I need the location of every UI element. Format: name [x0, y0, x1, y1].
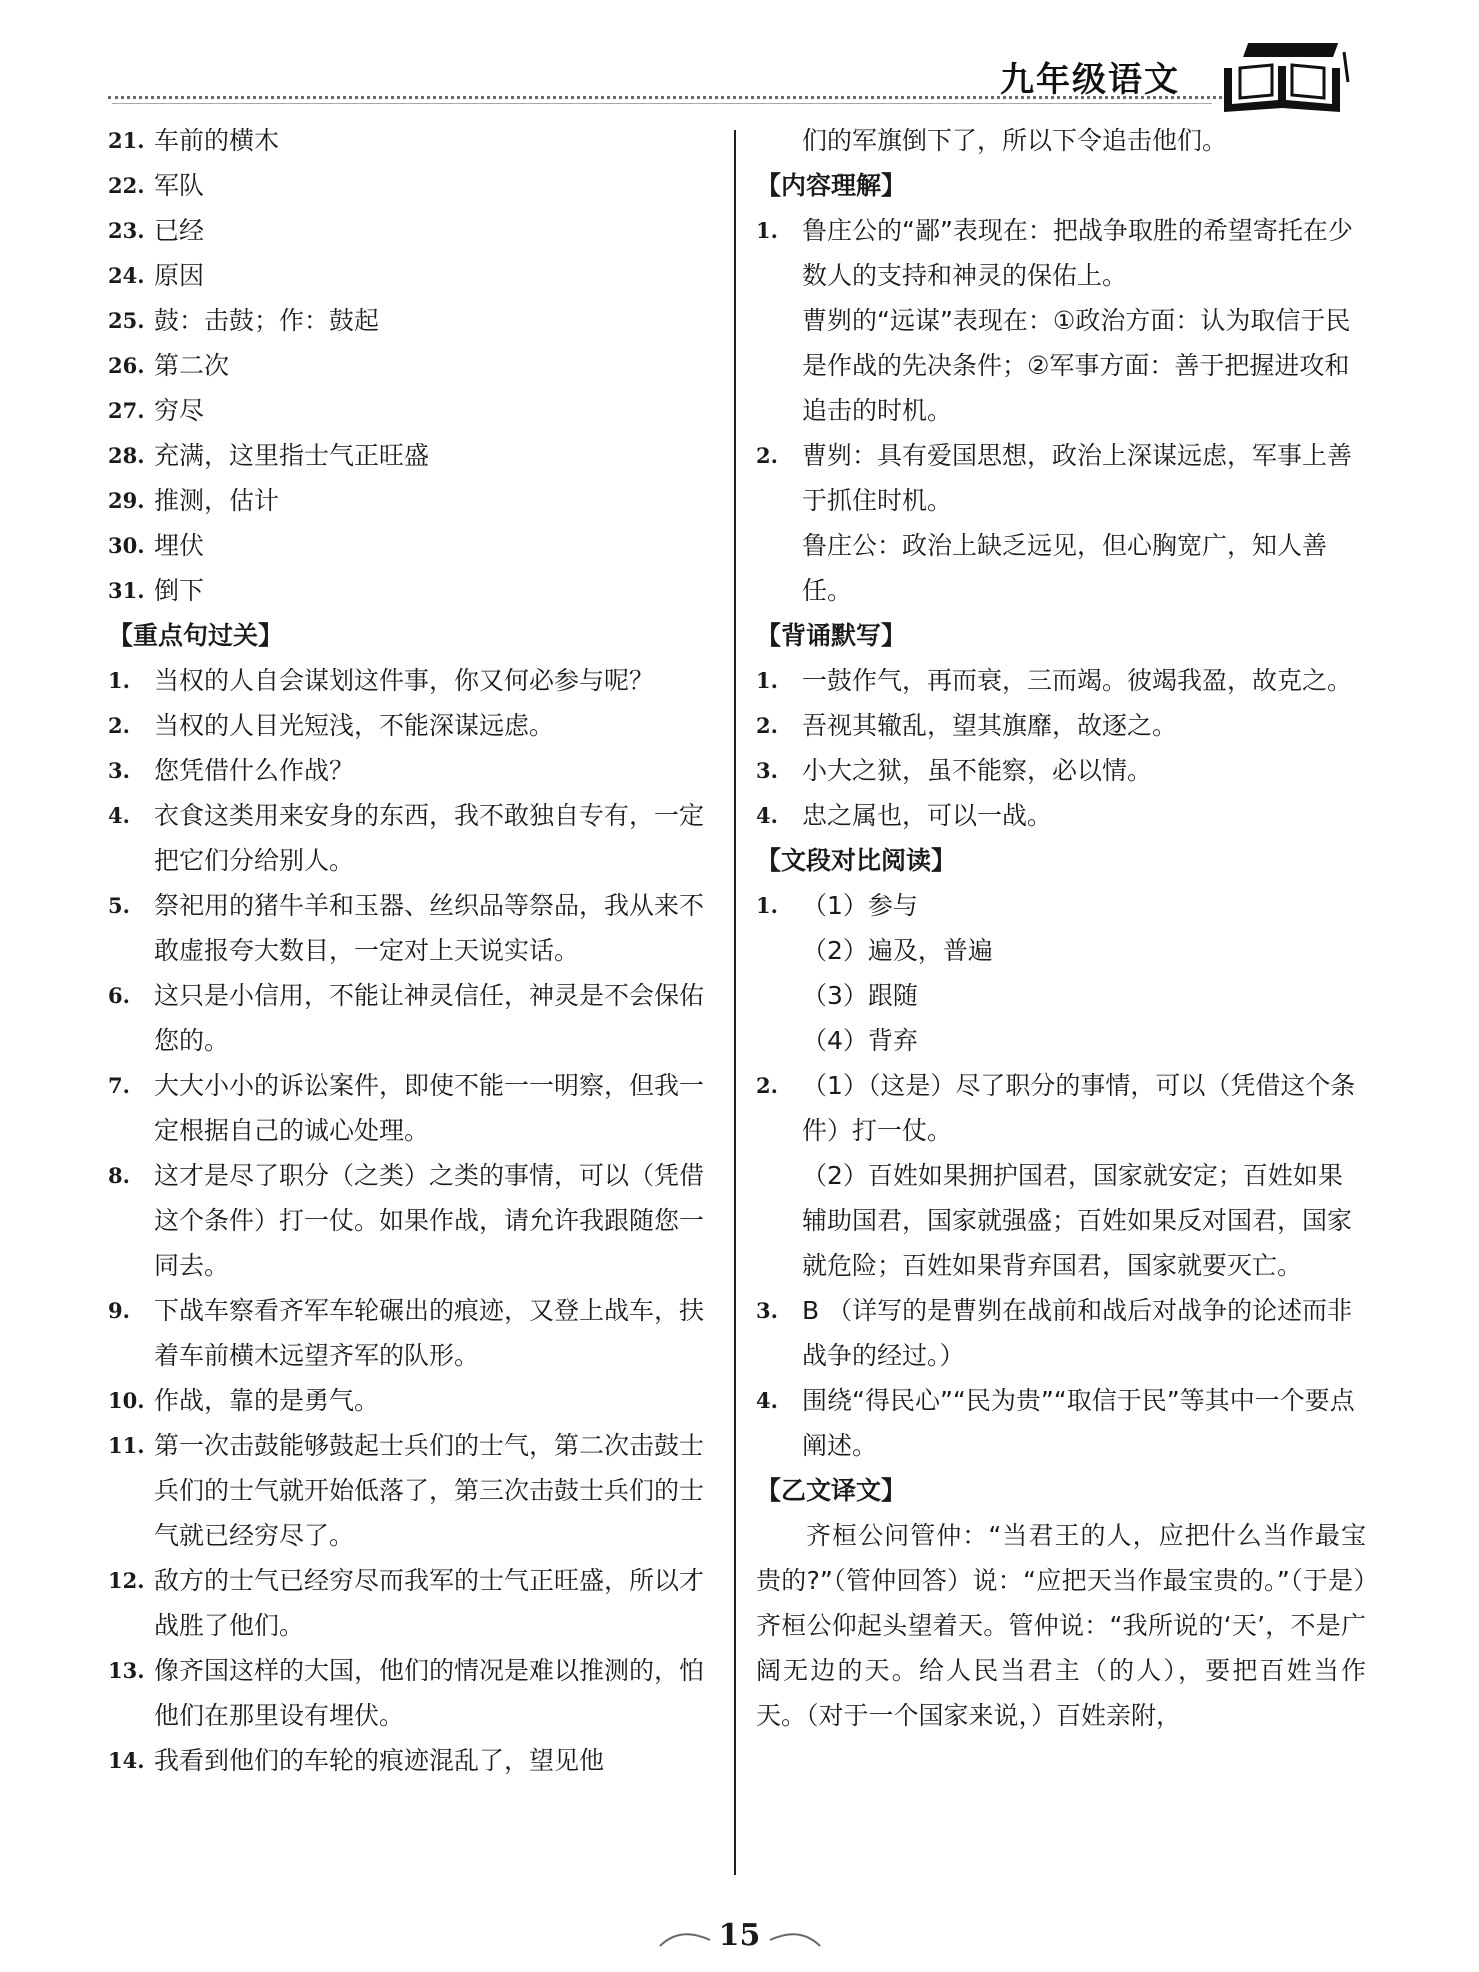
answer-item: [108, 523, 718, 568]
answer-item: [108, 1378, 718, 1423]
answer-continuation: 们的军旗倒下了，所以下令追击他们。: [802, 126, 1228, 155]
section-heading: 【内容理解】: [756, 171, 907, 200]
answer-item: [108, 1738, 718, 1783]
header-rule: [112, 103, 1212, 104]
item-text: 这只是小信用，不能让神灵信任，神灵是不会保佑您的。: [154, 981, 705, 1055]
item-number: 13.: [108, 1658, 145, 1683]
left-column: [108, 118, 718, 1783]
answer-item: [108, 298, 718, 343]
item-number: 1.: [108, 668, 130, 693]
answer-item: [108, 973, 718, 1063]
item-text: 围绕“得民心”“民为贵”“取信于民”等其中一个要点阐述。: [802, 1386, 1355, 1460]
item-text: 车前的横木: [154, 126, 280, 155]
item-text: （1）参与: [802, 891, 918, 920]
answer-item: [108, 388, 718, 433]
item-text: 第一次击鼓能够鼓起士兵们的士气，第二次击鼓士兵们的士气就开始低落了，第三次击鼓士兵们的士气就已经穷尽了。: [154, 1431, 705, 1550]
item-text: 鼓：击鼓；作：鼓起: [154, 306, 380, 335]
section-heading: 【文段对比阅读】: [756, 846, 957, 875]
item-number: 24.: [108, 263, 145, 288]
answer-item: [108, 253, 718, 298]
item-text: 一鼓作气，再而衰，三而竭。彼竭我盈，故克之。: [802, 666, 1353, 695]
item-text: 充满，这里指士气正旺盛: [154, 441, 430, 470]
section-heading: 【重点句过关】: [108, 621, 284, 650]
item-number: 2.: [108, 713, 130, 738]
item-text: 像齐国这样的大国，他们的情况是难以推测的，怕他们在那里设有埋伏。: [154, 1656, 705, 1730]
item-number: 2.: [756, 1073, 778, 1098]
answer-item: [108, 568, 718, 613]
item-number: 8.: [108, 1163, 130, 1188]
translation-paragraph: 齐桓公问管仲：“当君王的人，应把什么当作最宝贵的?”（管仲回答）说：“应把天当作最宝贵的。”（于是）齐桓公仰起头望着天。管仲说：“我所说的‘天’，不是广阔无边的天。给人民当君主（的人），要把百姓当作天。（对于一个国家来说，）百姓亲附，: [756, 1521, 1366, 1730]
answer-continuation: （3）跟随: [802, 981, 918, 1010]
item-number: 31.: [108, 578, 145, 603]
item-number: 1.: [756, 218, 778, 243]
item-text: 忠之属也，可以一战。: [802, 801, 1053, 830]
item-text: 穷尽: [154, 396, 205, 425]
answer-item: [108, 1063, 718, 1153]
item-text: 您凭借什么作战？: [154, 756, 355, 785]
answer-item: [108, 1288, 718, 1378]
section-heading: 【乙文译文】: [756, 1476, 907, 1505]
column-divider: [734, 130, 736, 1875]
answer-item: [108, 208, 718, 253]
answer-item: [108, 1558, 718, 1648]
item-text: 这才是尽了职分（之类）之类的事情，可以（凭借这个条件）打一仗。如果作战，请允许我跟随您一同去。: [154, 1161, 705, 1280]
item-number: 2.: [756, 713, 778, 738]
item-number: 14.: [108, 1748, 145, 1773]
answer-item: [108, 478, 718, 523]
item-number: 30.: [108, 533, 145, 558]
item-number: 26.: [108, 353, 145, 378]
item-number: 3.: [108, 758, 130, 783]
item-text: （1）（这是）尽了职分的事情，可以（凭借这个条件）打一仗。: [802, 1071, 1356, 1145]
item-text: 当权的人自会谋划这件事，你又何必参与呢？: [154, 666, 655, 695]
answer-item: [108, 163, 718, 208]
answer-item: [756, 1063, 1366, 1153]
right-column: [756, 118, 1366, 1738]
item-number: 5.: [108, 893, 130, 918]
answer-item: [756, 703, 1366, 748]
item-number: 4.: [108, 803, 130, 828]
item-number: 21.: [108, 128, 145, 153]
answer-continuation: （2）遍及，普遍: [802, 936, 993, 965]
item-text: 小大之狱，虽不能察，必以情。: [802, 756, 1153, 785]
item-text: 下战车察看齐军车轮碾出的痕迹，又登上战车，扶着车前横木远望齐军的队形。: [154, 1296, 705, 1370]
answer-item: [756, 793, 1366, 838]
answer-item: [756, 1288, 1366, 1378]
answer-item: [756, 658, 1366, 703]
item-number: 2.: [756, 443, 778, 468]
answer-item: [108, 703, 718, 748]
header-title: 九年级语文: [1000, 60, 1180, 100]
item-number: 10.: [108, 1388, 145, 1413]
item-number: 4.: [756, 1388, 778, 1413]
item-text: 推测，估计: [154, 486, 280, 515]
item-text: 埋伏: [154, 531, 205, 560]
item-number: 23.: [108, 218, 145, 243]
item-number: 11.: [108, 1433, 145, 1458]
answer-item: [108, 793, 718, 883]
answer-continuation: （4）背弃: [802, 1026, 918, 1055]
item-text: 第二次: [154, 351, 230, 380]
answer-item: [756, 433, 1366, 523]
answer-item: [108, 1153, 718, 1288]
item-number: 1.: [756, 893, 778, 918]
item-text: 原因: [154, 261, 205, 290]
item-text: 大大小小的诉讼案件，即使不能一一明察，但我一定根据自己的诚心处理。: [154, 1071, 705, 1145]
item-text: 吾视其辙乱，望其旗靡，故逐之。: [802, 711, 1178, 740]
item-number: 25.: [108, 308, 145, 333]
item-text: B （详写的是曹刿在战前和战后对战争的论述而非战争的经过。）: [802, 1296, 1353, 1370]
item-text: 曹刿：具有爱国思想，政治上深谋远虑，军事上善于抓住时机。: [802, 441, 1353, 515]
item-number: 1.: [756, 668, 778, 693]
item-text: 我看到他们的车轮的痕迹混乱了，望见他: [154, 1746, 605, 1775]
section-heading: 【背诵默写】: [756, 621, 907, 650]
answer-item: [756, 208, 1366, 298]
answer-item: [108, 883, 718, 973]
answer-continuation: 曹刿的“远谋”表现在：①政治方面：认为取信于民是作战的先决条件；②军事方面：善于把握进攻和追击的时机。: [802, 306, 1351, 425]
answer-item: [108, 1648, 718, 1738]
item-number: 4.: [756, 803, 778, 828]
answer-item: [108, 118, 718, 163]
answer-item: [756, 748, 1366, 793]
answer-item: [756, 1378, 1366, 1468]
item-number: 27.: [108, 398, 145, 423]
item-text: 衣食这类用来安身的东西，我不敢独自专有，一定把它们分给别人。: [154, 801, 705, 875]
answer-continuation: 鲁庄公：政治上缺乏远见，但心胸宽广，知人善任。: [802, 531, 1328, 605]
answer-item: [108, 658, 718, 703]
item-number: 22.: [108, 173, 145, 198]
item-number: 28.: [108, 443, 145, 468]
answer-item: [108, 433, 718, 478]
item-text: 当权的人目光短浅，不能深谋远虑。: [154, 711, 555, 740]
item-text: 祭祀用的猪牛羊和玉器、丝织品等祭品，我从来不敢虚报夸大数目，一定对上天说实话。: [154, 891, 705, 965]
item-text: 军队: [154, 171, 205, 200]
item-number: 12.: [108, 1568, 145, 1593]
item-number: 9.: [108, 1298, 130, 1323]
item-number: 3.: [756, 758, 778, 783]
item-number: 29.: [108, 488, 145, 513]
answer-item: [108, 343, 718, 388]
page-header: [0, 0, 1479, 125]
item-text: 作战，靠的是勇气。: [154, 1386, 380, 1415]
item-text: 已经: [154, 216, 205, 245]
item-number: 6.: [108, 983, 130, 1008]
answer-item: [756, 883, 1366, 928]
answer-item: [108, 1423, 718, 1558]
item-text: 敌方的士气已经穷尽而我军的士气正旺盛，所以才战胜了他们。: [154, 1566, 705, 1640]
item-number: 7.: [108, 1073, 130, 1098]
item-number: 3.: [756, 1298, 778, 1323]
item-text: 鲁庄公的“鄙”表现在：把战争取胜的希望寄托在少数人的支持和神灵的保佑上。: [802, 216, 1353, 290]
page-number: 15: [718, 1918, 761, 1953]
item-text: 倒下: [154, 576, 205, 605]
answer-continuation: （2）百姓如果拥护国君，国家就安定；百姓如果辅助国君，国家就强盛；百姓如果反对国君，国家就危险；百姓如果背弃国君，国家就要灭亡。: [802, 1161, 1353, 1280]
answer-item: [108, 748, 718, 793]
book-icon: [1210, 38, 1360, 118]
